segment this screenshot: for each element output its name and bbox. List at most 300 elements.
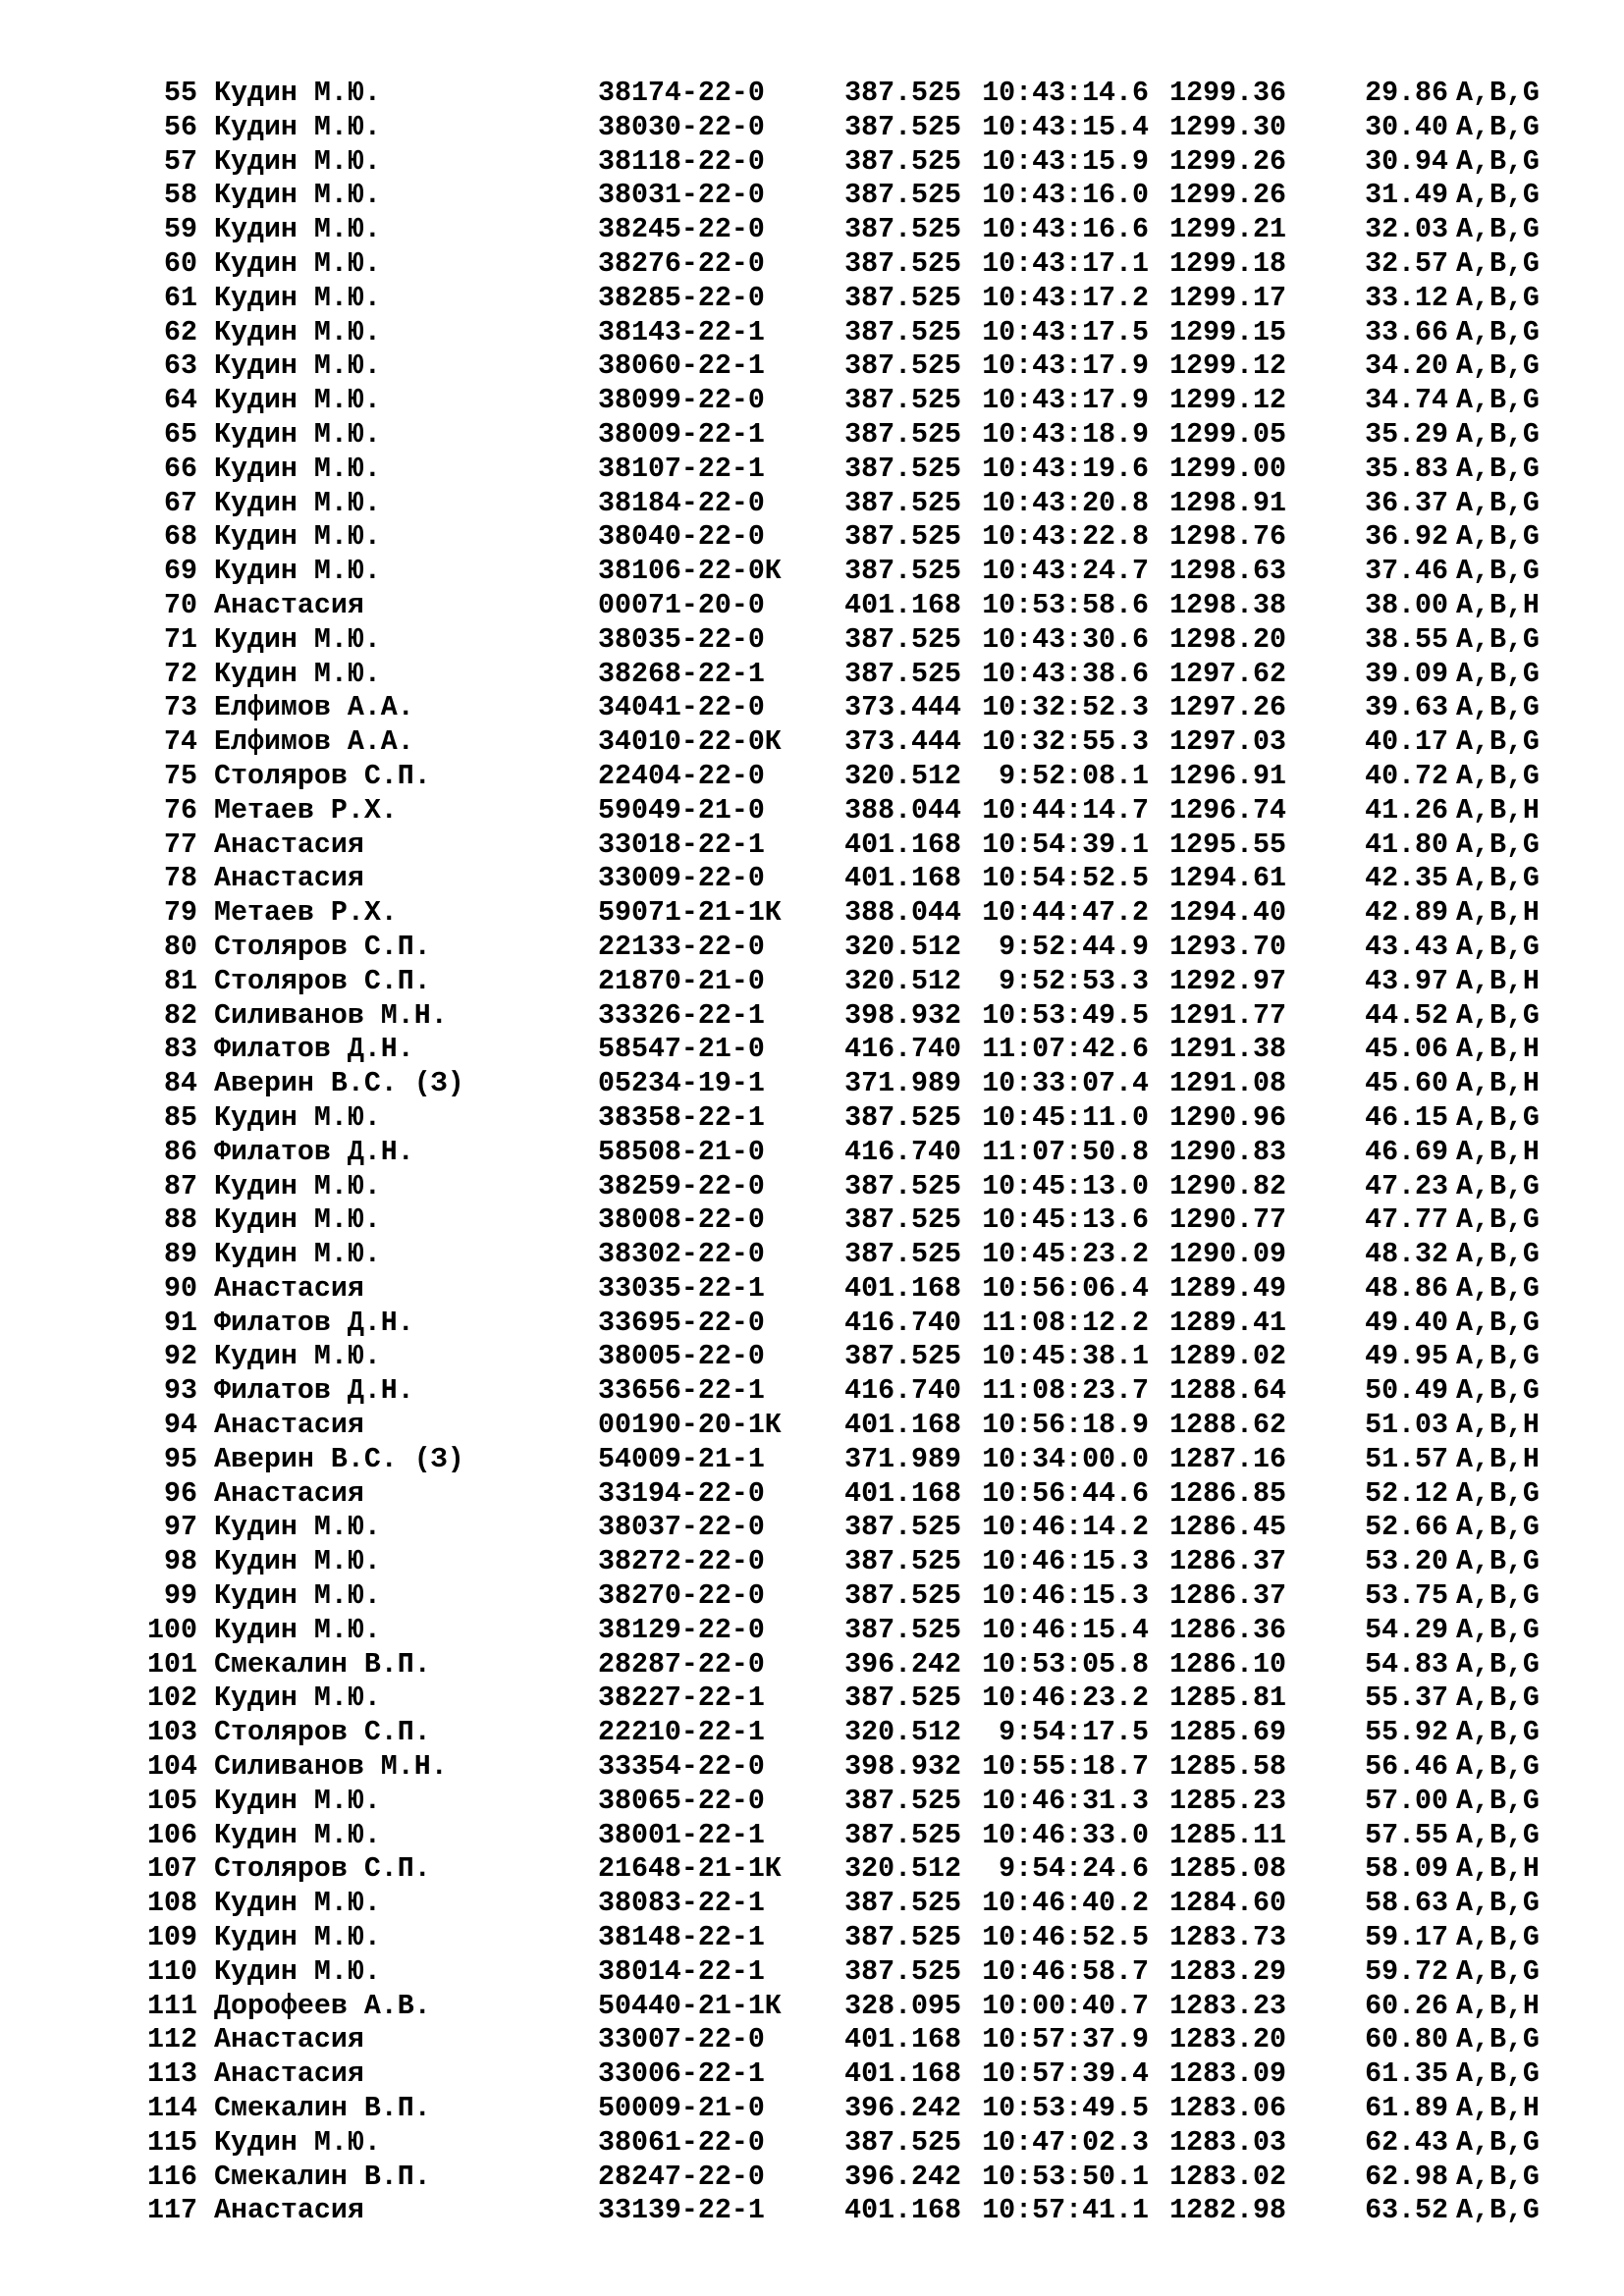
ring-number-cell: 38272-22-0	[598, 1546, 765, 1578]
place-cell: 116	[147, 2161, 197, 2193]
place-cell: 93	[164, 1375, 197, 1408]
distance-cell: 387.525	[844, 1239, 961, 1271]
name-cell: Смекалин В.П.	[214, 2161, 431, 2193]
speed-cell: 1295.55	[1169, 828, 1286, 861]
distance-cell: 387.525	[844, 1614, 961, 1646]
place-cell: 75	[164, 760, 197, 792]
arrival-time-cell: 10:46:23.2	[982, 1682, 1149, 1715]
arrival-time-cell: 10:54:39.1	[982, 828, 1149, 861]
ring-number-cell: 38358-22-1	[598, 1101, 765, 1134]
ring-number-cell: 38061-22-0	[598, 2126, 765, 2159]
coefficient-cell: 58.09	[1365, 1853, 1448, 1886]
speed-cell: 1297.62	[1169, 658, 1286, 690]
name-cell: Кудин М.Ю.	[214, 1546, 381, 1578]
ring-number-cell: 38259-22-0	[598, 1170, 765, 1202]
name-cell: Столяров С.П.	[214, 1853, 431, 1886]
coefficient-cell: 50.49	[1365, 1375, 1448, 1408]
arrival-time-cell: 10:53:58.6	[982, 589, 1149, 621]
speed-cell: 1291.08	[1169, 1068, 1286, 1100]
ring-number-cell: 38060-22-1	[598, 350, 765, 383]
coefficient-cell: 60.80	[1365, 2024, 1448, 2056]
arrival-time-cell: 10:45:11.0	[982, 1101, 1149, 1134]
category-cell: A,B,H	[1456, 1443, 1540, 1475]
arrival-time-cell: 11:07:50.8	[982, 1136, 1149, 1168]
coefficient-cell: 38.00	[1365, 589, 1448, 621]
name-cell: Кудин М.Ю.	[214, 180, 381, 212]
category-cell: A,B,H	[1456, 965, 1540, 997]
distance-cell: 320.512	[844, 1853, 961, 1886]
distance-cell: 387.525	[844, 487, 961, 519]
name-cell: Кудин М.Ю.	[214, 385, 381, 417]
ring-number-cell: 33018-22-1	[598, 828, 765, 861]
distance-cell: 388.044	[844, 897, 961, 930]
category-cell: A,B,G	[1456, 1922, 1540, 1954]
distance-cell: 387.525	[844, 247, 961, 280]
arrival-time-cell: 10:43:17.9	[982, 385, 1149, 417]
name-cell: Кудин М.Ю.	[214, 1170, 381, 1202]
ring-number-cell: 38001-22-1	[598, 1819, 765, 1851]
place-cell: 83	[164, 1034, 197, 1066]
distance-cell: 387.525	[844, 180, 961, 212]
distance-cell: 401.168	[844, 2058, 961, 2091]
distance-cell: 387.525	[844, 1955, 961, 1988]
arrival-time-cell: 10:55:18.7	[982, 1751, 1149, 1784]
name-cell: Елфимов А.А.	[214, 726, 414, 759]
arrival-time-cell: 10:43:38.6	[982, 658, 1149, 690]
distance-cell: 401.168	[844, 1410, 961, 1442]
name-cell: Кудин М.Ю.	[214, 78, 381, 109]
arrival-time-cell: 10:46:14.2	[982, 1512, 1149, 1544]
distance-cell: 373.444	[844, 726, 961, 759]
arrival-time-cell: 10:00:40.7	[982, 1990, 1149, 2022]
coefficient-cell: 53.75	[1365, 1580, 1448, 1613]
category-cell: A,B,G	[1456, 2195, 1540, 2227]
place-cell: 58	[164, 180, 197, 212]
arrival-time-cell: 10:57:41.1	[982, 2195, 1149, 2227]
distance-cell: 387.525	[844, 1101, 961, 1134]
coefficient-cell: 61.35	[1365, 2058, 1448, 2091]
coefficient-cell: 41.80	[1365, 828, 1448, 861]
distance-cell: 387.525	[844, 1819, 961, 1851]
coefficient-cell: 62.98	[1365, 2161, 1448, 2193]
speed-cell: 1289.49	[1169, 1272, 1286, 1305]
coefficient-cell: 34.20	[1365, 350, 1448, 383]
name-cell: Кудин М.Ю.	[214, 1682, 381, 1715]
ring-number-cell: 38129-22-0	[598, 1614, 765, 1646]
speed-cell: 1299.12	[1169, 385, 1286, 417]
distance-cell: 320.512	[844, 1717, 961, 1749]
place-cell: 64	[164, 385, 197, 417]
distance-cell: 416.740	[844, 1034, 961, 1066]
speed-cell: 1298.91	[1169, 487, 1286, 519]
coefficient-cell: 39.09	[1365, 658, 1448, 690]
place-cell: 92	[164, 1341, 197, 1373]
place-cell: 84	[164, 1068, 197, 1100]
name-cell: Кудин М.Ю.	[214, 521, 381, 554]
name-cell: Кудин М.Ю.	[214, 1204, 381, 1237]
coefficient-cell: 55.92	[1365, 1717, 1448, 1749]
arrival-time-cell: 10:43:17.9	[982, 350, 1149, 383]
name-cell: Кудин М.Ю.	[214, 247, 381, 280]
ring-number-cell: 38009-22-1	[598, 418, 765, 451]
ring-number-cell: 38040-22-0	[598, 521, 765, 554]
ring-number-cell: 38065-22-0	[598, 1785, 765, 1817]
speed-cell: 1289.02	[1169, 1341, 1286, 1373]
category-cell: A,B,G	[1456, 247, 1540, 280]
coefficient-cell: 51.57	[1365, 1443, 1448, 1475]
coefficient-cell: 40.72	[1365, 760, 1448, 792]
category-cell: A,B,G	[1456, 999, 1540, 1032]
category-cell: A,B,G	[1456, 2024, 1540, 2056]
speed-cell: 1283.03	[1169, 2126, 1286, 2159]
speed-cell: 1299.15	[1169, 316, 1286, 348]
place-cell: 104	[147, 1751, 197, 1784]
category-cell: A,B,G	[1456, 692, 1540, 724]
place-cell: 60	[164, 247, 197, 280]
distance-cell: 387.525	[844, 453, 961, 485]
name-cell: Анастасия	[214, 589, 364, 621]
ring-number-cell: 38005-22-0	[598, 1341, 765, 1373]
ring-number-cell: 33354-22-0	[598, 1751, 765, 1784]
coefficient-cell: 54.83	[1365, 1648, 1448, 1681]
speed-cell: 1283.02	[1169, 2161, 1286, 2193]
category-cell: A,B,G	[1456, 214, 1540, 246]
category-cell: A,B,G	[1456, 1170, 1540, 1202]
speed-cell: 1291.38	[1169, 1034, 1286, 1066]
speed-cell: 1290.77	[1169, 1204, 1286, 1237]
coefficient-cell: 45.60	[1365, 1068, 1448, 1100]
coefficient-cell: 49.95	[1365, 1341, 1448, 1373]
distance-cell: 387.525	[844, 78, 961, 109]
place-cell: 114	[147, 2093, 197, 2125]
arrival-time-cell: 9:52:53.3	[999, 965, 1149, 997]
name-cell: Кудин М.Ю.	[214, 1888, 381, 1920]
category-cell: A,B,G	[1456, 1341, 1540, 1373]
speed-cell: 1286.36	[1169, 1614, 1286, 1646]
distance-cell: 371.989	[844, 1068, 961, 1100]
distance-cell: 387.525	[844, 1888, 961, 1920]
speed-cell: 1299.26	[1169, 145, 1286, 178]
name-cell: Кудин М.Ю.	[214, 282, 381, 314]
arrival-time-cell: 10:45:13.0	[982, 1170, 1149, 1202]
ring-number-cell: 38107-22-1	[598, 453, 765, 485]
name-cell: Кудин М.Ю.	[214, 2126, 381, 2159]
name-cell: Кудин М.Ю.	[214, 1580, 381, 1613]
arrival-time-cell: 10:53:49.5	[982, 999, 1149, 1032]
ring-number-cell: 33035-22-1	[598, 1272, 765, 1305]
speed-cell: 1283.29	[1169, 1955, 1286, 1988]
distance-cell: 387.525	[844, 1580, 961, 1613]
arrival-time-cell: 10:43:20.8	[982, 487, 1149, 519]
speed-cell: 1285.11	[1169, 1819, 1286, 1851]
distance-cell: 387.525	[844, 521, 961, 554]
place-cell: 111	[147, 1990, 197, 2022]
name-cell: Силиванов М.Н.	[214, 1751, 448, 1784]
arrival-time-cell: 10:53:50.1	[982, 2161, 1149, 2193]
ring-number-cell: 33009-22-0	[598, 863, 765, 895]
ring-number-cell: 38148-22-1	[598, 1922, 765, 1954]
speed-cell: 1285.58	[1169, 1751, 1286, 1784]
coefficient-cell: 31.49	[1365, 180, 1448, 212]
coefficient-cell: 42.35	[1365, 863, 1448, 895]
place-cell: 87	[164, 1170, 197, 1202]
arrival-time-cell: 10:56:06.4	[982, 1272, 1149, 1305]
place-cell: 103	[147, 1717, 197, 1749]
speed-cell: 1294.40	[1169, 897, 1286, 930]
category-cell: A,B,G	[1456, 2126, 1540, 2159]
category-cell: A,B,G	[1456, 863, 1540, 895]
ring-number-cell: 00071-20-0	[598, 589, 765, 621]
category-cell: A,B,H	[1456, 1136, 1540, 1168]
place-cell: 106	[147, 1819, 197, 1851]
place-cell: 57	[164, 145, 197, 178]
name-cell: Анастасия	[214, 1477, 364, 1510]
place-cell: 67	[164, 487, 197, 519]
category-cell: A,B,H	[1456, 897, 1540, 930]
arrival-time-cell: 10:43:18.9	[982, 418, 1149, 451]
arrival-time-cell: 10:43:24.7	[982, 556, 1149, 588]
coefficient-cell: 42.89	[1365, 897, 1448, 930]
arrival-time-cell: 10:43:15.4	[982, 111, 1149, 143]
category-cell: A,B,G	[1456, 1717, 1540, 1749]
name-cell: Столяров С.П.	[214, 1717, 431, 1749]
place-cell: 105	[147, 1785, 197, 1817]
distance-cell: 373.444	[844, 692, 961, 724]
speed-cell: 1288.64	[1169, 1375, 1286, 1408]
name-cell: Кудин М.Ю.	[214, 1512, 381, 1544]
coefficient-cell: 59.17	[1365, 1922, 1448, 1954]
coefficient-cell: 33.66	[1365, 316, 1448, 348]
arrival-time-cell: 10:43:17.2	[982, 282, 1149, 314]
arrival-time-cell: 10:53:49.5	[982, 2093, 1149, 2125]
arrival-time-cell: 10:43:17.1	[982, 247, 1149, 280]
ring-number-cell: 33139-22-1	[598, 2195, 765, 2227]
place-cell: 113	[147, 2058, 197, 2091]
speed-cell: 1286.10	[1169, 1648, 1286, 1681]
ring-number-cell: 38031-22-0	[598, 180, 765, 212]
distance-cell: 401.168	[844, 589, 961, 621]
name-cell: Кудин М.Ю.	[214, 350, 381, 383]
place-cell: 80	[164, 931, 197, 963]
distance-cell: 387.525	[844, 1170, 961, 1202]
coefficient-cell: 30.40	[1365, 111, 1448, 143]
name-cell: Кудин М.Ю.	[214, 111, 381, 143]
arrival-time-cell: 10:43:16.6	[982, 214, 1149, 246]
category-cell: A,B,G	[1456, 282, 1540, 314]
place-cell: 81	[164, 965, 197, 997]
distance-cell: 401.168	[844, 2195, 961, 2227]
distance-cell: 371.989	[844, 1443, 961, 1475]
category-cell: A,B,G	[1456, 1580, 1540, 1613]
arrival-time-cell: 11:08:23.7	[982, 1375, 1149, 1408]
ring-number-cell: 58508-21-0	[598, 1136, 765, 1168]
speed-cell: 1299.00	[1169, 453, 1286, 485]
arrival-time-cell: 10:46:40.2	[982, 1888, 1149, 1920]
ring-number-cell: 33194-22-0	[598, 1477, 765, 1510]
name-cell: Кудин М.Ю.	[214, 453, 381, 485]
category-cell: A,B,G	[1456, 1477, 1540, 1510]
arrival-time-cell: 10:46:31.3	[982, 1785, 1149, 1817]
place-cell: 55	[164, 78, 197, 109]
distance-cell: 387.525	[844, 556, 961, 588]
ring-number-cell: 38270-22-0	[598, 1580, 765, 1613]
coefficient-cell: 45.06	[1365, 1034, 1448, 1066]
name-cell: Анастасия	[214, 863, 364, 895]
category-cell: A,B,G	[1456, 1785, 1540, 1817]
place-cell: 97	[164, 1512, 197, 1544]
speed-cell: 1297.26	[1169, 692, 1286, 724]
ring-number-cell: 38268-22-1	[598, 658, 765, 690]
name-cell: Кудин М.Ю.	[214, 623, 381, 656]
place-cell: 89	[164, 1239, 197, 1271]
category-cell: A,B,G	[1456, 828, 1540, 861]
speed-cell: 1299.30	[1169, 111, 1286, 143]
speed-cell: 1292.97	[1169, 965, 1286, 997]
speed-cell: 1299.21	[1169, 214, 1286, 246]
distance-cell: 387.525	[844, 2126, 961, 2159]
ring-number-cell: 33656-22-1	[598, 1375, 765, 1408]
ring-number-cell: 59071-21-1К	[598, 897, 782, 930]
ring-number-cell: 22210-22-1	[598, 1717, 765, 1749]
distance-cell: 387.525	[844, 1546, 961, 1578]
coefficient-cell: 57.55	[1365, 1819, 1448, 1851]
coefficient-cell: 48.86	[1365, 1272, 1448, 1305]
place-cell: 110	[147, 1955, 197, 1988]
speed-cell: 1283.20	[1169, 2024, 1286, 2056]
arrival-time-cell: 9:52:44.9	[999, 931, 1149, 963]
distance-cell: 387.525	[844, 214, 961, 246]
arrival-time-cell: 10:54:52.5	[982, 863, 1149, 895]
arrival-time-cell: 10:56:18.9	[982, 1410, 1149, 1442]
category-cell: A,B,G	[1456, 1512, 1540, 1544]
arrival-time-cell: 10:34:00.0	[982, 1443, 1149, 1475]
coefficient-cell: 61.89	[1365, 2093, 1448, 2125]
category-cell: A,B,G	[1456, 760, 1540, 792]
distance-cell: 416.740	[844, 1307, 961, 1339]
place-cell: 78	[164, 863, 197, 895]
arrival-time-cell: 10:43:15.9	[982, 145, 1149, 178]
speed-cell: 1296.91	[1169, 760, 1286, 792]
coefficient-cell: 52.12	[1365, 1477, 1448, 1510]
speed-cell: 1289.41	[1169, 1307, 1286, 1339]
name-cell: Филатов Д.Н.	[214, 1307, 414, 1339]
name-cell: Метаев Р.Х.	[214, 897, 398, 930]
category-cell: A,B,G	[1456, 453, 1540, 485]
speed-cell: 1290.83	[1169, 1136, 1286, 1168]
category-cell: A,B,G	[1456, 111, 1540, 143]
ring-number-cell: 38037-22-0	[598, 1512, 765, 1544]
coefficient-cell: 35.29	[1365, 418, 1448, 451]
coefficient-cell: 43.43	[1365, 931, 1448, 963]
speed-cell: 1288.62	[1169, 1410, 1286, 1442]
place-cell: 85	[164, 1101, 197, 1134]
name-cell: Смекалин В.П.	[214, 1648, 431, 1681]
category-cell: A,B,G	[1456, 145, 1540, 178]
coefficient-cell: 53.20	[1365, 1546, 1448, 1578]
speed-cell: 1283.73	[1169, 1922, 1286, 1954]
speed-cell: 1294.61	[1169, 863, 1286, 895]
coefficient-cell: 55.37	[1365, 1682, 1448, 1715]
speed-cell: 1283.23	[1169, 1990, 1286, 2022]
place-cell: 100	[147, 1614, 197, 1646]
ring-number-cell: 38143-22-1	[598, 316, 765, 348]
category-cell: A,B,G	[1456, 2161, 1540, 2193]
arrival-time-cell: 10:45:38.1	[982, 1341, 1149, 1373]
arrival-time-cell: 10:56:44.6	[982, 1477, 1149, 1510]
coefficient-cell: 52.66	[1365, 1512, 1448, 1544]
coefficient-cell: 44.52	[1365, 999, 1448, 1032]
place-cell: 99	[164, 1580, 197, 1613]
arrival-time-cell: 9:54:17.5	[999, 1717, 1149, 1749]
place-cell: 77	[164, 828, 197, 861]
speed-cell: 1298.76	[1169, 521, 1286, 554]
name-cell: Анастасия	[214, 2195, 364, 2227]
name-cell: Кудин М.Ю.	[214, 1239, 381, 1271]
arrival-time-cell: 10:43:22.8	[982, 521, 1149, 554]
ring-number-cell: 54009-21-1	[598, 1443, 765, 1475]
place-cell: 91	[164, 1307, 197, 1339]
distance-cell: 416.740	[844, 1375, 961, 1408]
name-cell: Кудин М.Ю.	[214, 1101, 381, 1134]
arrival-time-cell: 10:57:37.9	[982, 2024, 1149, 2056]
distance-cell: 387.525	[844, 1204, 961, 1237]
arrival-time-cell: 11:07:42.6	[982, 1034, 1149, 1066]
coefficient-cell: 58.63	[1365, 1888, 1448, 1920]
distance-cell: 396.242	[844, 2161, 961, 2193]
speed-cell: 1287.16	[1169, 1443, 1286, 1475]
distance-cell: 387.525	[844, 623, 961, 656]
name-cell: Аверин В.С. (З)	[214, 1443, 464, 1475]
speed-cell: 1286.85	[1169, 1477, 1286, 1510]
ring-number-cell: 22404-22-0	[598, 760, 765, 792]
ring-number-cell: 38227-22-1	[598, 1682, 765, 1715]
place-cell: 79	[164, 897, 197, 930]
arrival-time-cell: 10:46:58.7	[982, 1955, 1149, 1988]
name-cell: Кудин М.Ю.	[214, 1955, 381, 1988]
coefficient-cell: 46.69	[1365, 1136, 1448, 1168]
ring-number-cell: 38083-22-1	[598, 1888, 765, 1920]
category-cell: A,B,G	[1456, 1239, 1540, 1271]
place-cell: 59	[164, 214, 197, 246]
distance-cell: 387.525	[844, 350, 961, 383]
place-cell: 62	[164, 316, 197, 348]
coefficient-cell: 30.94	[1365, 145, 1448, 178]
speed-cell: 1298.38	[1169, 589, 1286, 621]
distance-cell: 401.168	[844, 828, 961, 861]
place-cell: 73	[164, 692, 197, 724]
place-cell: 65	[164, 418, 197, 451]
place-cell: 63	[164, 350, 197, 383]
speed-cell: 1291.77	[1169, 999, 1286, 1032]
distance-cell: 387.525	[844, 282, 961, 314]
coefficient-cell: 33.12	[1365, 282, 1448, 314]
ring-number-cell: 59049-21-0	[598, 794, 765, 827]
name-cell: Столяров С.П.	[214, 965, 431, 997]
coefficient-cell: 46.15	[1365, 1101, 1448, 1134]
name-cell: Филатов Д.Н.	[214, 1034, 414, 1066]
name-cell: Анастасия	[214, 1410, 364, 1442]
place-cell: 66	[164, 453, 197, 485]
distance-cell: 320.512	[844, 931, 961, 963]
coefficient-cell: 38.55	[1365, 623, 1448, 656]
category-cell: A,B,G	[1456, 521, 1540, 554]
name-cell: Смекалин В.П.	[214, 2093, 431, 2125]
speed-cell: 1285.81	[1169, 1682, 1286, 1715]
name-cell: Кудин М.Ю.	[214, 1341, 381, 1373]
place-cell: 68	[164, 521, 197, 554]
ring-number-cell: 50009-21-0	[598, 2093, 765, 2125]
category-cell: A,B,G	[1456, 1819, 1540, 1851]
